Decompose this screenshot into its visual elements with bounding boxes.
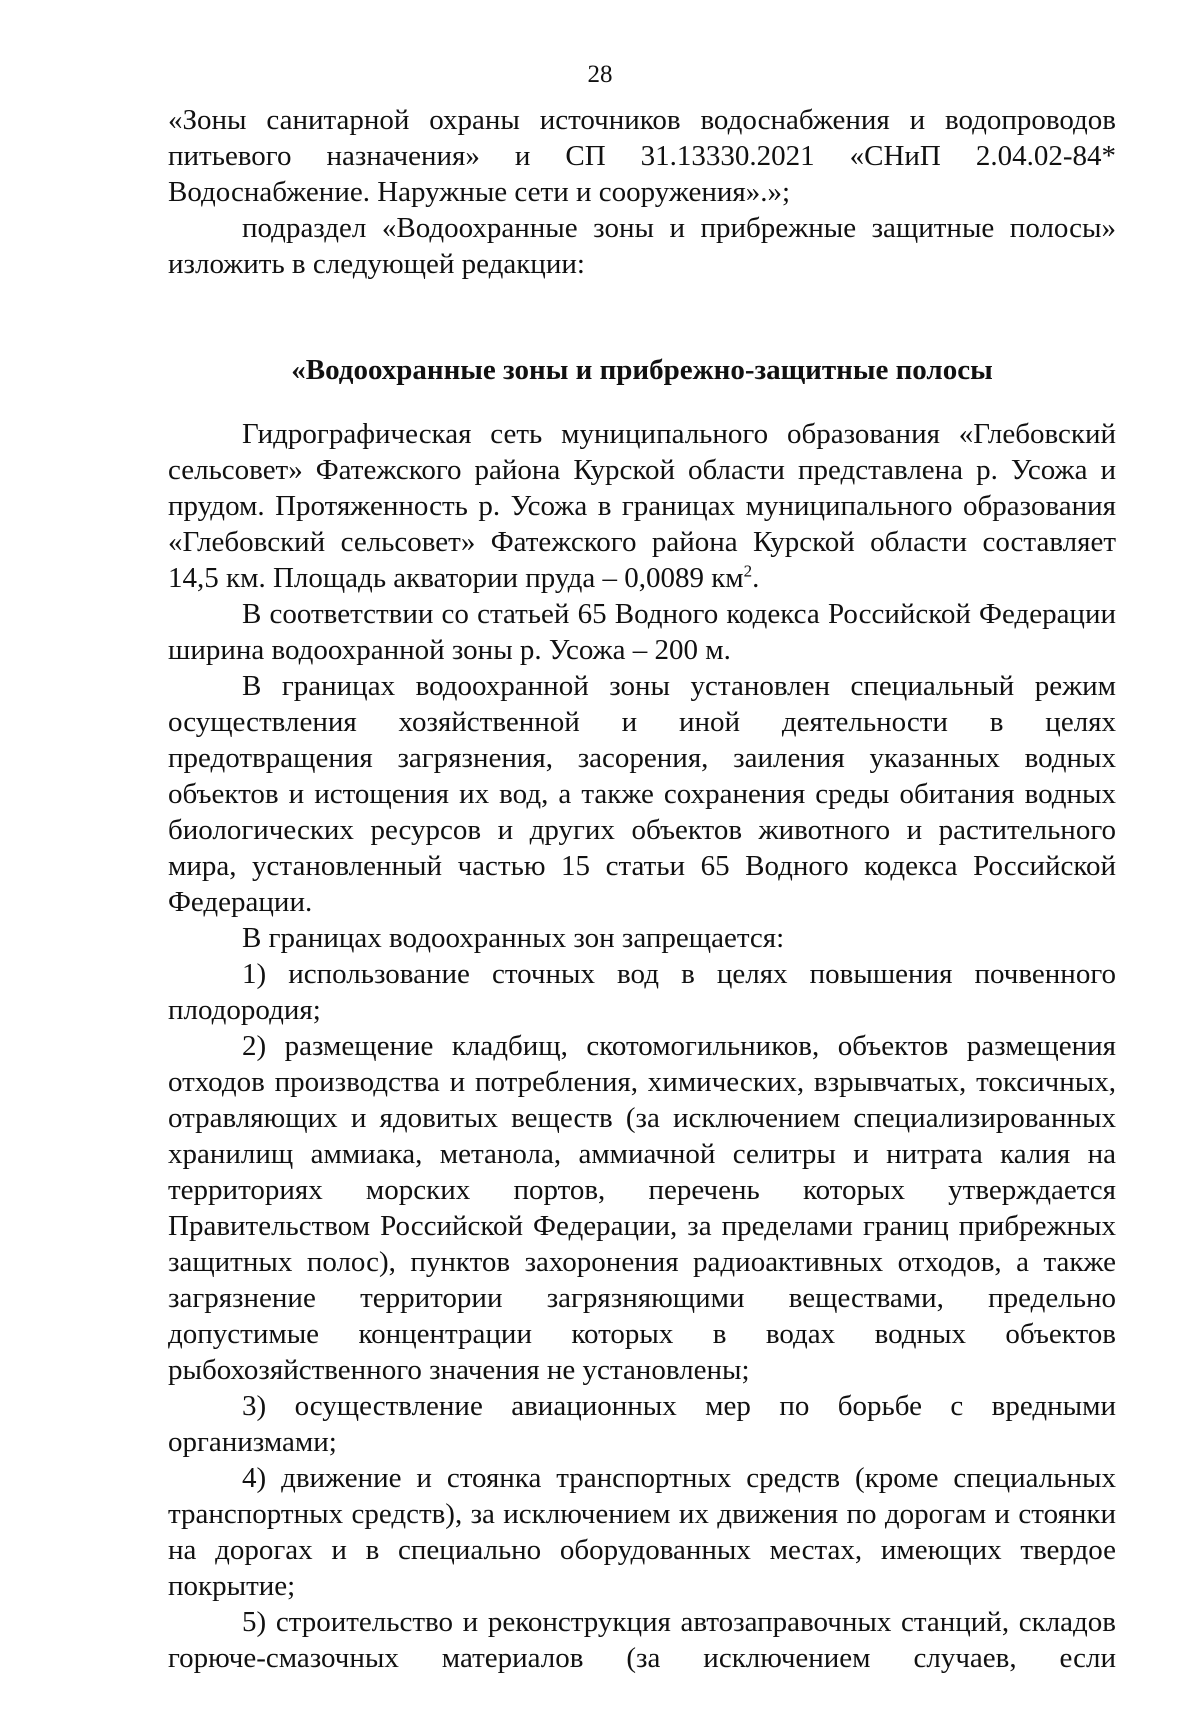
intro-paragraph-2: подраздел «Водоохранные зоны и прибрежные защитные полосы» изложить в следующей редакции: [168,212,1116,280]
section-paragraph-1-text: Гидрографическая сеть муниципального образования «Глебовский сельсовет» Фатежского района Курской области представлена р. Усожа и прудом. Протяженность р. Усожа в границах муниципального образования «Глебовский сельсовет» Фатежского района Курской области составляет 14,5 км. Площадь акватории пруда – 0,0089 км [168,418,1116,594]
document-body [168,102,1116,1676]
section-paragraph-2: В соответствии со статьей 65 Водного кодекса Российской Федерации ширина водоохранной зоны р. Усожа – 200 м. [168,598,1116,666]
page-number: 28 [587,61,613,88]
superscript-2: 2 [743,561,753,581]
prohibition-item-1: 1) использование сточных вод в целях повышения почвенного плодородия; [168,958,1116,1026]
section-paragraph-4: В границах водоохранных зон запрещается: [242,922,785,954]
prohibition-item-5: 5) строительство и реконструкция автозаправочных станций, складов горюче-смазочных материалов (за исключением случаев, если [168,1606,1116,1674]
section-paragraph-1-end: . [752,562,760,594]
intro-paragraph-1: «Зоны санитарной охраны источников водоснабжения и водопроводов питьевого назначения» и СП 31.13330.2021 «СНиП 2.04.02-84* Водоснабжение. Наружные сети и сооружения».»; [168,104,1116,208]
prohibition-item-3: 3) осуществление авиационных мер по борьбе с вредными организмами; [168,1390,1116,1458]
section-paragraph-1 [168,416,1116,596]
section-heading: «Водоохранные зоны и прибрежно-защитные полосы [291,354,993,386]
prohibition-item-4: 4) движение и стоянка транспортных средств (кроме специальных транспортных средств), за исключением их движения по дорогам и стоянки на дорогах и в специально оборудованных местах, имеющих твердое покрытие; [168,1462,1116,1602]
section-paragraph-3: В границах водоохранной зоны установлен специальный режим осуществления хозяйственной и иной деятельности в целях предотвращения загрязнения, засорения, заиления указанных водных объектов и истощения их вод, а также сохранения среды обитания водных биологических ресурсов и других объектов животного и растительного мира, установленный частью 15 статьи 65 Водного кодекса Российской Федерации. [168,670,1116,918]
prohibition-item-2: 2) размещение кладбищ, скотомогильников, объектов размещения отходов производства и потребления, химических, взрывчатых, токсичных, отравляющих и ядовитых веществ (за исключением специализированных хранилищ аммиака, метанола, аммиачной селитры и нитрата калия на территориях морских портов, перечень которых утверждается Правительством Российской Федерации, за пределами границ прибрежных защитных полос), пунктов захоронения радиоактивных отходов, а также загрязнение территории загрязняющими веществами, предельно допустимые концентрации которых в водах водных объектов рыбохозяйственного значения не установлены; [168,1030,1116,1386]
